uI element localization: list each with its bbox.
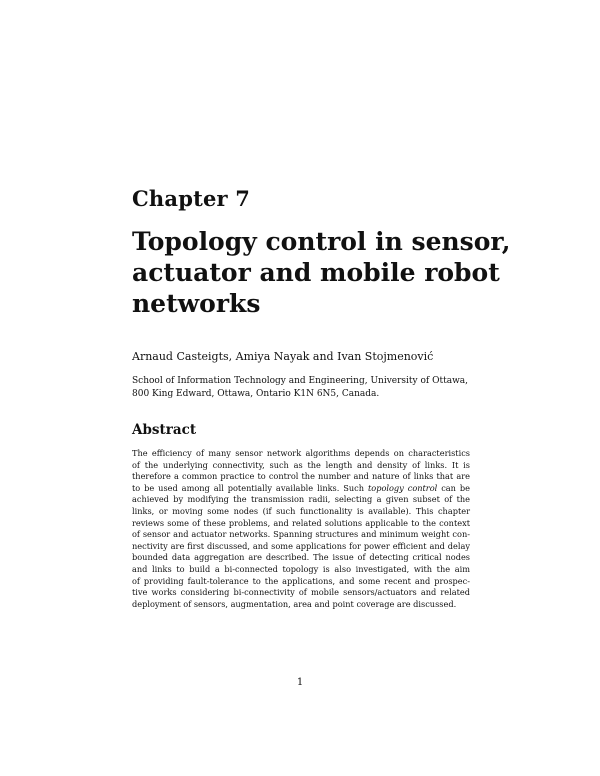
page-number: 1 bbox=[296, 677, 304, 688]
authors: Arnaud Casteigts, Amiya Nayak and Ivan Stojmenović bbox=[132, 350, 434, 363]
abstract-body bbox=[132, 448, 470, 610]
chapter-title-line: networks bbox=[132, 289, 261, 318]
affiliation-line: 800 King Edward, Ottawa, Ontario K1N 6N5, Canada. bbox=[132, 389, 380, 399]
abstract-emphasis: topology control bbox=[367, 482, 438, 493]
abstract-line: of sensor and actuator networks. Spanning structures and minimum weight con- bbox=[132, 529, 470, 540]
chapter-label: Chapter 7 bbox=[132, 186, 251, 211]
abstract-line: of the underlying connectivity, such as the length and density of links. It is bbox=[132, 459, 470, 470]
affiliation bbox=[132, 375, 468, 401]
abstract-line-text: can be bbox=[437, 482, 470, 493]
abstract-line bbox=[132, 483, 470, 495]
abstract-line: nectivity are first discussed, and some applications for power efficient and delay bbox=[132, 540, 470, 551]
abstract-heading: Abstract bbox=[132, 422, 197, 438]
chapter-title bbox=[132, 226, 511, 319]
abstract-line: links, or moving some nodes (if such functionality is available). This chapter bbox=[132, 505, 470, 516]
abstract-line: deployment of sensors, augmentation, area and point coverage are discussed. bbox=[132, 598, 457, 609]
abstract-line: reviews some of these problems, and related solutions applicable to the context bbox=[132, 517, 470, 528]
abstract-line: tive works considering bi-connectivity of mobile sensors/actuators and related bbox=[132, 587, 470, 598]
chapter-title-line: actuator and mobile robot bbox=[132, 258, 500, 287]
abstract-line: bounded data aggregation are described. The issue of detecting critical nodes bbox=[132, 552, 470, 563]
abstract-line: The efficiency of many sensor network algorithms depends on characteristics bbox=[132, 448, 470, 458]
abstract-line: of providing fault-tolerance to the applications, and some recent and prospec- bbox=[132, 575, 470, 586]
abstract-line: and links to build a bi-connected topology is also investigated, with the aim bbox=[132, 563, 470, 574]
abstract-line: achieved by modifying the transmission radii, selecting a given subset of the bbox=[132, 494, 470, 505]
abstract-line-text: to be used among all potentially available links. Such bbox=[132, 482, 368, 493]
affiliation-line: School of Information Technology and Engineering, University of Ottawa, bbox=[132, 376, 468, 386]
abstract-line: therefore a common practice to control the number and nature of links that are bbox=[132, 471, 470, 482]
chapter-title-line: Topology control in sensor, bbox=[132, 227, 511, 256]
